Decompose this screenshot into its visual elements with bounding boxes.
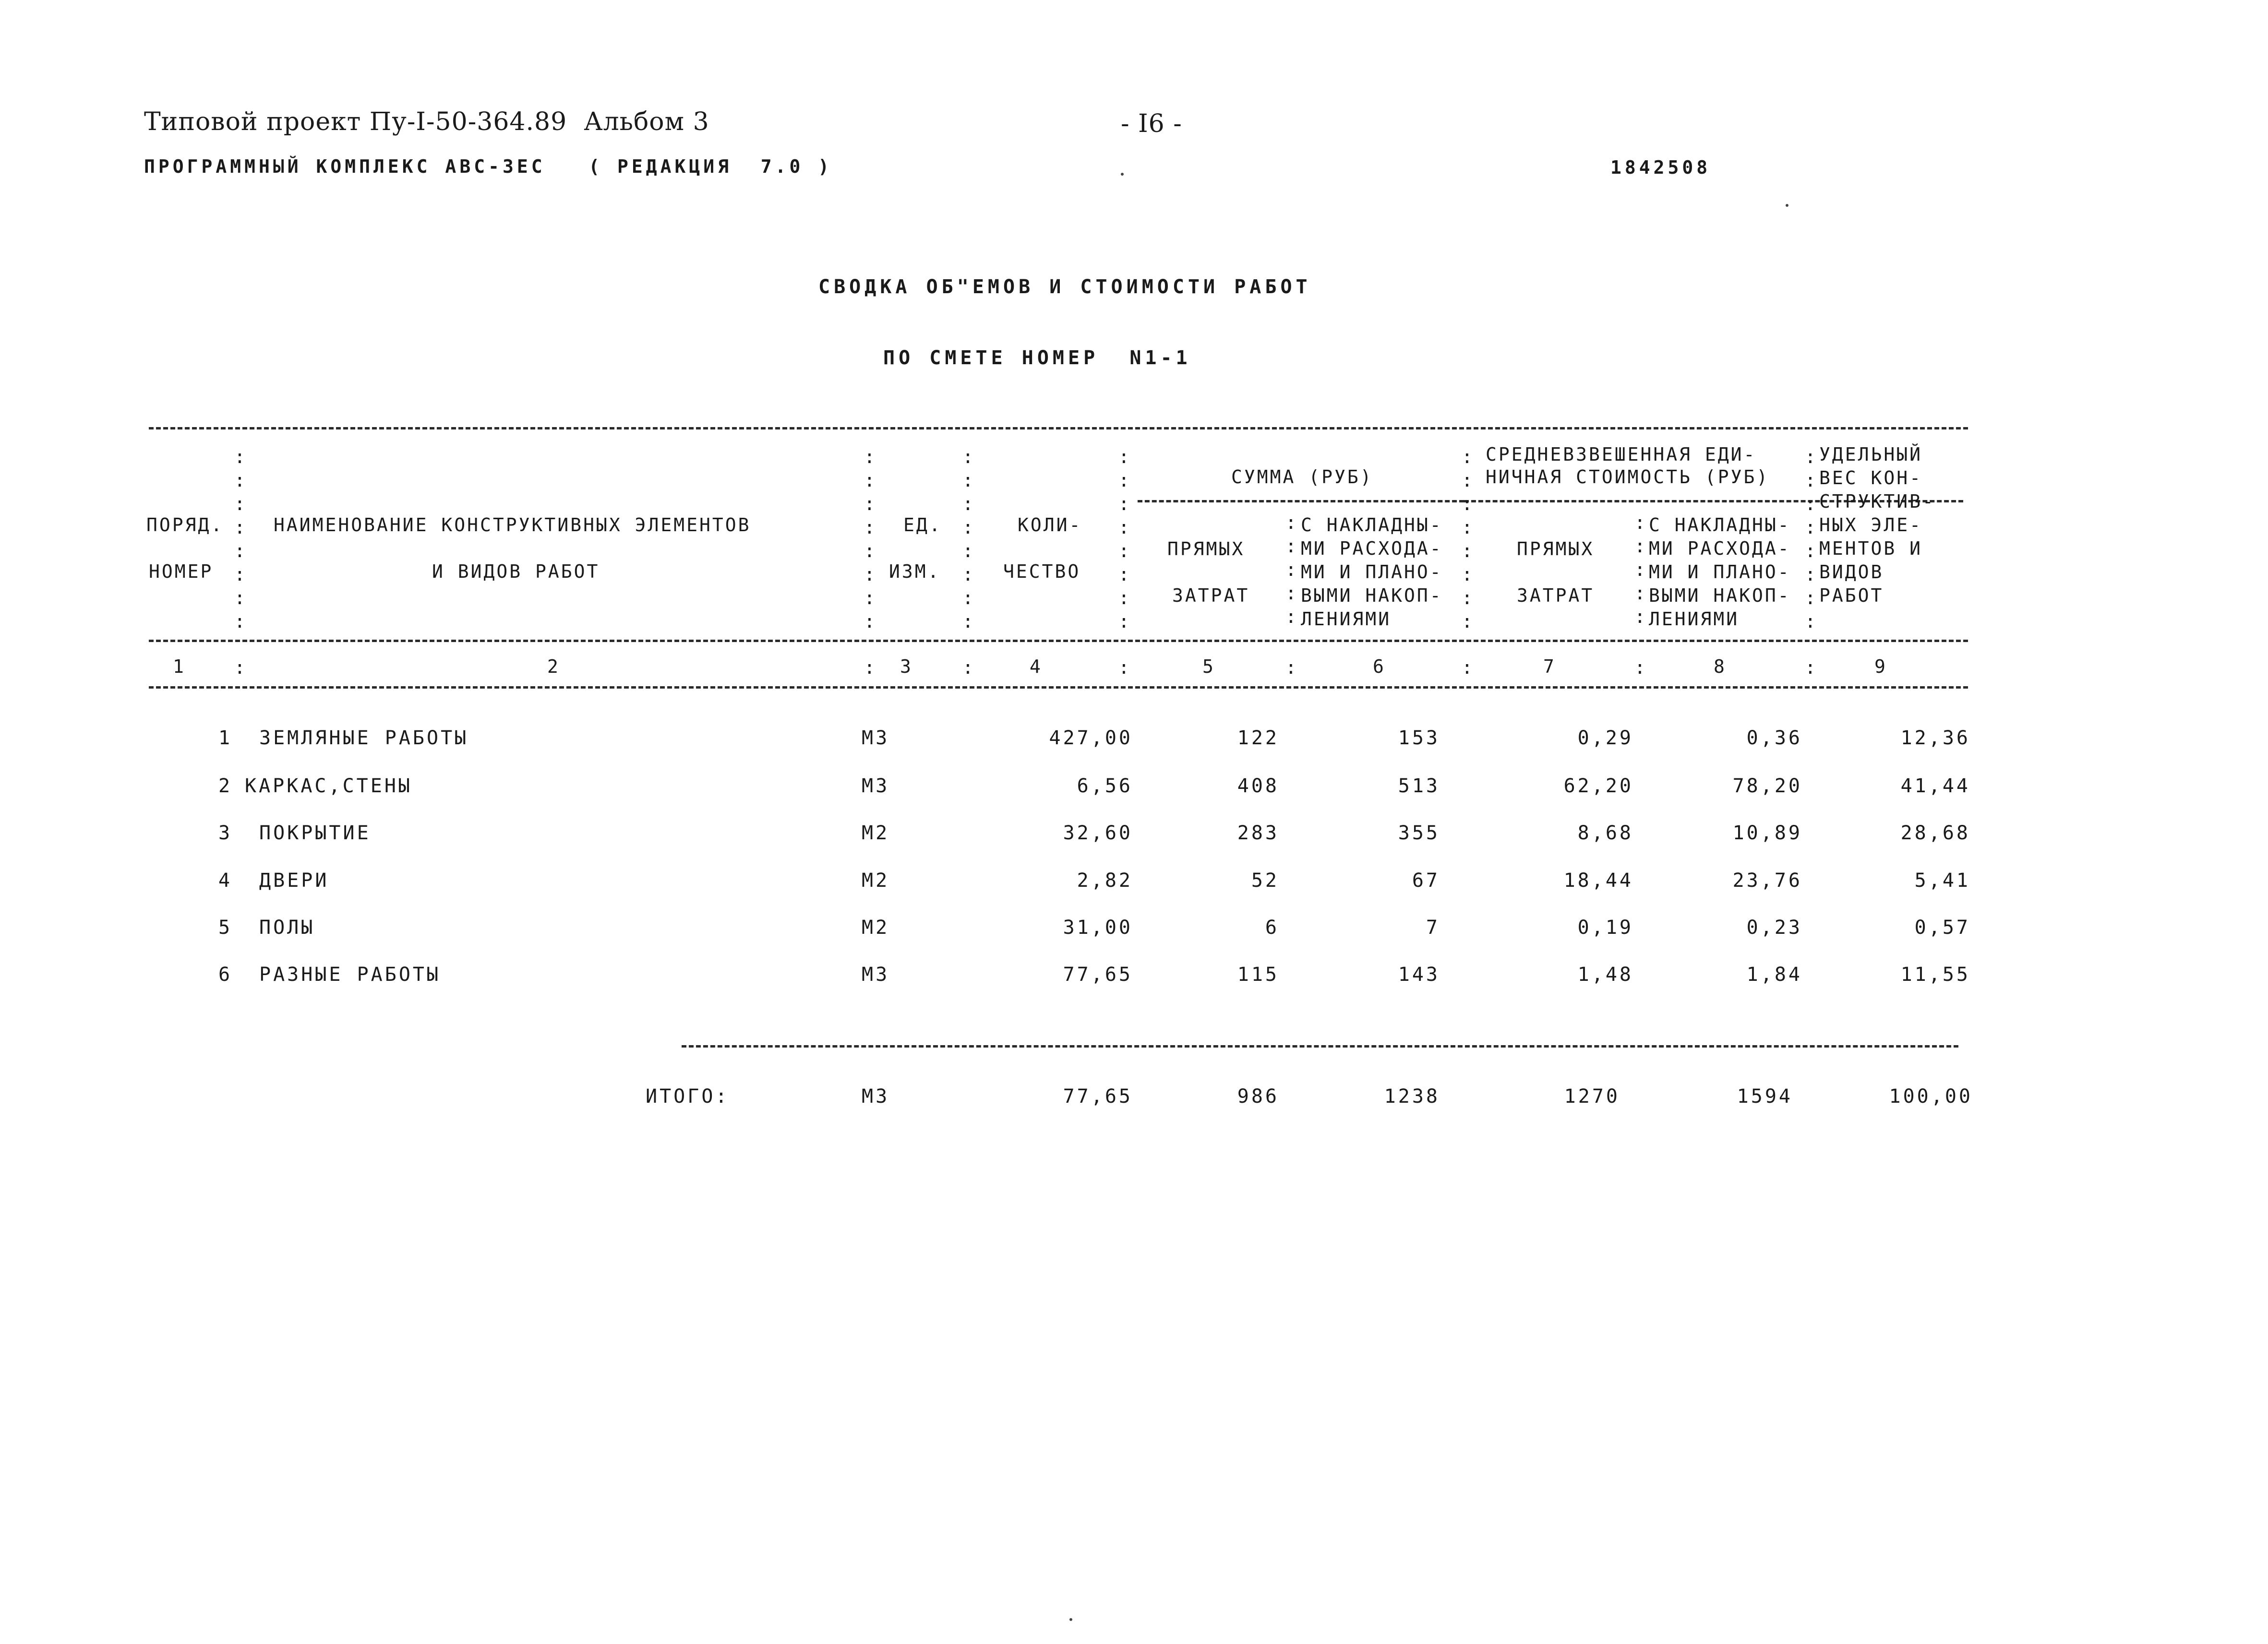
col-header-name: НАИМЕНОВАНИЕ КОНСТРУКТИВНЫХ ЭЛЕМЕНТОВ <box>274 514 751 536</box>
col-separator: : : : : : : : : <box>1462 446 1473 632</box>
col-header-overhead-5: ЛЕНИЯМИ <box>1301 608 1392 630</box>
row-unit: М3 <box>862 964 890 986</box>
col-header-avg-direct-2: ЗАТРАТ <box>1517 585 1595 606</box>
col-number: 1 <box>173 656 186 677</box>
col-header-order: ПОРЯД. <box>146 514 224 536</box>
col-separator: : <box>234 657 245 678</box>
row-avg-overhead: 0,23 <box>1746 917 1802 939</box>
col-separator: : : : : : : : : <box>1805 446 1816 632</box>
col-header-share-1: УДЕЛЬНЫЙ <box>1819 444 1923 465</box>
row-avg-direct: 8,68 <box>1577 822 1633 844</box>
row-unit: М2 <box>862 822 890 844</box>
row-direct: 115 <box>1237 964 1279 986</box>
row-unit: М3 <box>862 727 890 749</box>
row-share: 41,44 <box>1900 775 1970 797</box>
col-header-quantity: КОЛИ- <box>1018 514 1082 536</box>
total-quantity: 77,65 <box>1063 1085 1133 1108</box>
col-number: 9 <box>1874 656 1887 677</box>
col-number: 2 <box>547 656 560 677</box>
row-name: ДВЕРИ <box>259 870 329 892</box>
header-bottom-rule <box>149 640 1968 642</box>
row-overhead: 513 <box>1398 775 1440 797</box>
row-avg-direct: 1,48 <box>1577 964 1633 986</box>
col-number: 4 <box>1030 656 1043 677</box>
row-name: КАРКАС,СТЕНЫ <box>245 775 412 797</box>
row-quantity: 6,56 <box>1077 775 1133 797</box>
col-separator: : <box>1805 657 1816 678</box>
row-direct: 122 <box>1237 727 1279 749</box>
row-overhead: 355 <box>1398 822 1440 844</box>
row-avg-direct: 62,20 <box>1563 775 1633 797</box>
row-avg-direct: 0,29 <box>1577 727 1633 749</box>
col-header-avg-overhead-2: МИ РАСХОДА- <box>1649 538 1791 559</box>
row-avg-direct: 18,44 <box>1563 870 1633 892</box>
total-share: 100,00 <box>1889 1085 1973 1108</box>
col-header-quantity-2: ЧЕСТВО <box>1003 561 1081 582</box>
col-header-name-2: И ВИДОВ РАБОТ <box>432 561 600 582</box>
avg-group-header: СРЕДНЕВЗВЕШЕННАЯ ЕДИ- <box>1486 444 1757 465</box>
avg-group-header-2: НИЧНАЯ СТОИМОСТЬ (РУБ) <box>1486 466 1770 488</box>
col-separator: : : : : : : : : <box>864 446 875 632</box>
row-share: 5,41 <box>1914 870 1970 892</box>
col-header-number: НОМЕР <box>149 561 214 582</box>
row-number: 3 <box>218 822 233 844</box>
col-header-unit: ЕД. <box>903 514 942 536</box>
col-separator: : <box>1634 657 1645 678</box>
col-header-avg-overhead-1: С НАКЛАДНЫ- <box>1649 514 1791 536</box>
col-separator: : : : : : <box>1285 512 1296 627</box>
row-overhead: 67 <box>1412 870 1440 892</box>
col-separator: : : : : : <box>1634 512 1645 627</box>
report-subtitle: ПО СМЕТЕ НОМЕР N1-1 <box>883 347 1191 369</box>
document-code: 1842508 <box>1610 157 1711 178</box>
col-header-avg-overhead-4: ВЫМИ НАКОП- <box>1649 585 1791 606</box>
row-avg-overhead: 10,89 <box>1732 822 1802 844</box>
row-unit: М3 <box>862 775 890 797</box>
col-header-overhead-3: МИ И ПЛАНО- <box>1301 561 1443 583</box>
row-share: 12,36 <box>1900 727 1970 749</box>
row-avg-overhead: 78,20 <box>1732 775 1802 797</box>
row-avg-overhead: 1,84 <box>1746 964 1802 986</box>
row-quantity: 427,00 <box>1049 727 1133 749</box>
row-direct: 6 <box>1265 917 1279 939</box>
scan-speck <box>1786 204 1788 207</box>
page-number: - I6 - <box>1121 109 1182 138</box>
total-rule <box>682 1045 1958 1048</box>
total-unit: М3 <box>862 1085 890 1108</box>
row-share: 28,68 <box>1900 822 1970 844</box>
row-overhead: 143 <box>1398 964 1440 986</box>
col-separator: : : : : : : : : <box>962 446 973 632</box>
row-overhead: 7 <box>1426 917 1440 939</box>
total-direct: 986 <box>1237 1085 1279 1108</box>
row-quantity: 77,65 <box>1063 964 1133 986</box>
col-number: 7 <box>1543 656 1556 677</box>
row-direct: 283 <box>1237 822 1279 844</box>
row-number: 2 <box>218 775 233 797</box>
col-header-share-6: ВИДОВ <box>1819 561 1884 583</box>
row-avg-overhead: 0,36 <box>1746 727 1802 749</box>
row-name: РАЗНЫЕ РАБОТЫ <box>259 964 441 986</box>
col-header-direct-2: ЗАТРАТ <box>1172 585 1250 606</box>
col-header-share-4: НЫХ ЭЛЕ- <box>1819 514 1923 536</box>
scan-speck <box>1121 173 1124 176</box>
row-direct: 408 <box>1237 775 1279 797</box>
row-number: 4 <box>218 870 233 892</box>
project-line: Типовой проект Пу-I-50-364.89 Альбом 3 <box>144 107 709 136</box>
scan-speck <box>1069 1618 1072 1621</box>
row-name: ЗЕМЛЯНЫЕ РАБОТЫ <box>259 727 469 749</box>
numbers-bottom-rule <box>149 686 1968 689</box>
total-avg-overhead: 1594 <box>1737 1085 1793 1108</box>
col-header-unit-2: ИЗМ. <box>889 561 941 582</box>
col-number: 6 <box>1373 656 1386 677</box>
col-number: 8 <box>1714 656 1727 677</box>
col-separator: : <box>1118 657 1129 678</box>
col-header-overhead-1: С НАКЛАДНЫ- <box>1301 514 1443 536</box>
row-quantity: 31,00 <box>1063 917 1133 939</box>
col-header-avg-overhead-5: ЛЕНИЯМИ <box>1649 608 1740 630</box>
row-name: ПОКРЫТИЕ <box>259 822 371 844</box>
row-direct: 52 <box>1251 870 1279 892</box>
row-avg-overhead: 23,76 <box>1732 870 1802 892</box>
report-title: СВОДКА ОБ"ЕМОВ И СТОИМОСТИ РАБОТ <box>818 276 1311 298</box>
sum-group-rule <box>1138 500 1464 502</box>
col-header-share-3: СТРУКТИВ- <box>1819 491 1935 512</box>
col-separator: : <box>962 657 973 678</box>
row-name: ПОЛЫ <box>259 917 315 939</box>
col-header-overhead-2: МИ РАСХОДА- <box>1301 538 1443 559</box>
col-header-share-2: ВЕС КОН- <box>1819 467 1923 488</box>
col-separator: : <box>1285 657 1296 678</box>
total-overhead: 1238 <box>1384 1085 1440 1108</box>
row-unit: М2 <box>862 870 890 892</box>
row-avg-direct: 0,19 <box>1577 917 1633 939</box>
row-unit: М2 <box>862 917 890 939</box>
col-separator: : : : : : : : : <box>234 446 245 632</box>
sum-group-header: СУММА (РУБ) <box>1231 466 1373 488</box>
col-separator: : : : : : : : : <box>1118 446 1129 632</box>
table-top-rule <box>149 427 1968 429</box>
col-number: 3 <box>900 656 913 677</box>
col-header-overhead-4: ВЫМИ НАКОП- <box>1301 585 1443 606</box>
col-separator: : <box>1462 657 1473 678</box>
row-quantity: 2,82 <box>1077 870 1133 892</box>
col-header-share-5: МЕНТОВ И <box>1819 538 1923 559</box>
row-overhead: 153 <box>1398 727 1440 749</box>
program-line: ПРОГРАММНЫЙ КОМПЛЕКС АВС-ЗЕС ( РЕДАКЦИЯ 7.0 ) <box>144 156 833 177</box>
row-share: 0,57 <box>1914 917 1970 939</box>
row-number: 5 <box>218 917 233 939</box>
col-header-share-7: РАБОТ <box>1819 585 1884 606</box>
row-share: 11,55 <box>1900 964 1970 986</box>
col-header-avg-overhead-3: МИ И ПЛАНО- <box>1649 561 1791 583</box>
col-separator: : <box>864 657 875 678</box>
total-label: ИТОГО: <box>646 1085 730 1108</box>
col-header-avg-direct: ПРЯМЫХ <box>1517 538 1595 560</box>
col-number: 5 <box>1202 656 1215 677</box>
row-number: 6 <box>218 964 233 986</box>
row-quantity: 32,60 <box>1063 822 1133 844</box>
total-avg-direct: 1270 <box>1564 1085 1620 1108</box>
col-header-direct: ПРЯМЫХ <box>1167 538 1245 560</box>
row-number: 1 <box>218 727 233 749</box>
